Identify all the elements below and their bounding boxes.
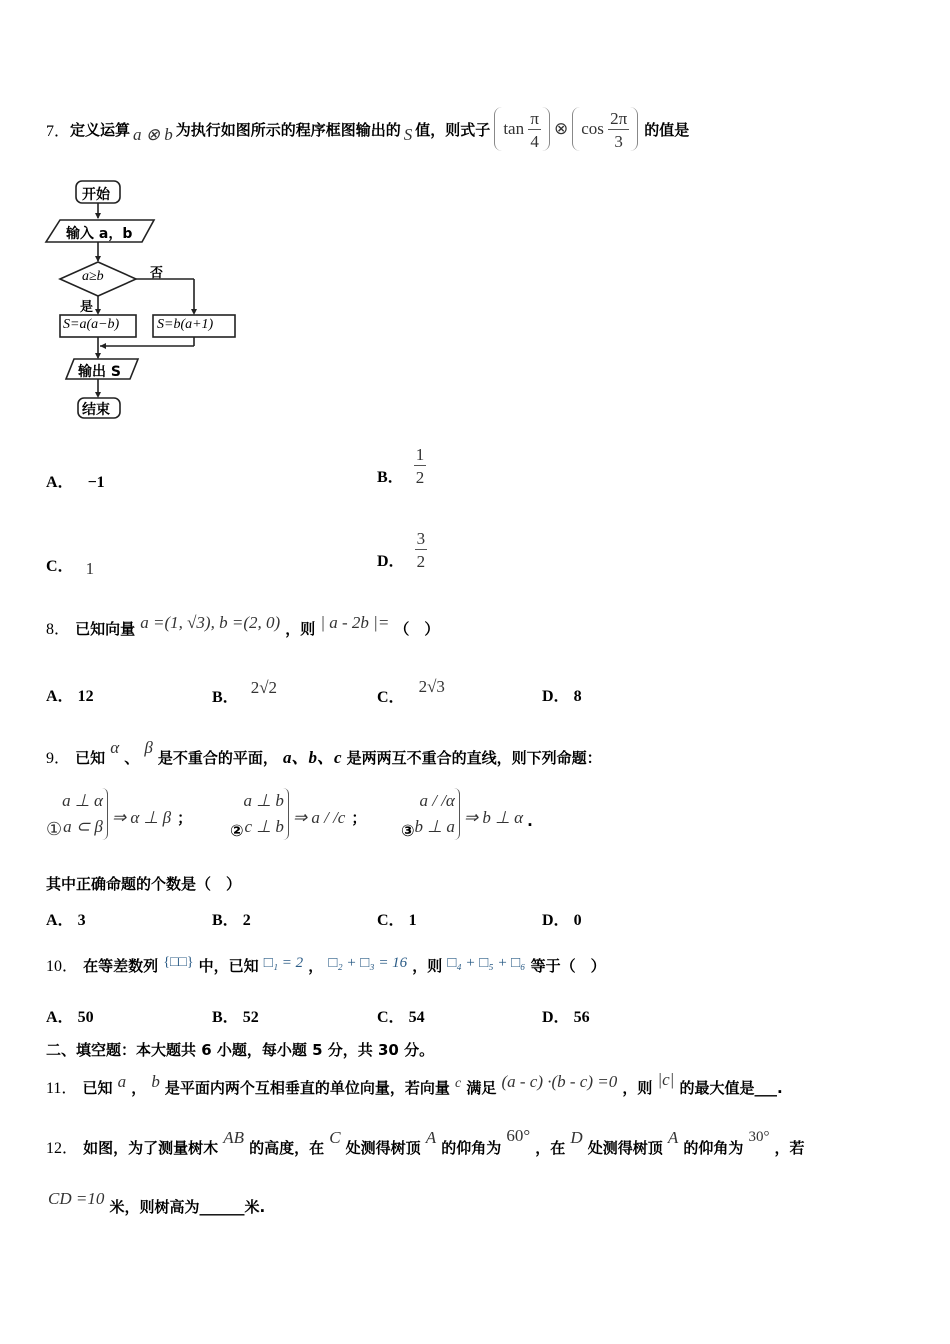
q10-option-d[interactable]: D． 56	[542, 1009, 590, 1026]
math-tan-expression: tan $\frac{\pi}{4}$	[494, 107, 550, 151]
option-b[interactable]: B． $\frac{1}{2}$	[377, 444, 425, 487]
option-a[interactable]: A． −1	[46, 474, 105, 491]
proposition-3: ③ a / /α b ⊥ a ⇒ b ⊥ α .	[401, 788, 533, 840]
math-cos-expression: cos $\frac{2\pi}{3}$	[572, 107, 638, 151]
flow-no-label: 否	[150, 266, 164, 281]
section-heading: 二、填空题：本大题共 6 小题，每小题 5 分，共 30 分。	[46, 1041, 435, 1059]
option-d[interactable]: D． $\frac{3}{2}$	[377, 528, 426, 571]
math-operator: a ⊗ b	[133, 125, 173, 144]
q8-option-a[interactable]: A． 12	[46, 688, 94, 705]
q9-option-a[interactable]: A． 3	[46, 912, 86, 929]
question-10: 10． 在等差数列 {□□} 中，已知 □₁ = 2 ， □₂ + □₃ = 16 ，则 □₄ + □₅ + □₆ 等于（ ）	[46, 955, 606, 975]
q9-option-b[interactable]: B． 2	[212, 912, 251, 929]
question-number: 7．	[46, 122, 71, 140]
flow-condition: a≥b	[82, 269, 104, 284]
q8-option-d[interactable]: D． 8	[542, 688, 582, 705]
q8-option-b[interactable]: B．2√2	[212, 678, 278, 706]
question-12: 12． 如图，为了测量树木 AB 的高度，在 C 处测得树顶 A 的仰角为 60° ，在 D 处测得树顶 A 的仰角为 30° ，若	[46, 1126, 805, 1157]
flow-input: 输入 a，b	[66, 226, 133, 242]
question-11: 11． 已知 a ， b 是平面内两个互相垂直的单位向量，若向量 c 满足 (a - c) ·(b - c) =0 ，则 |c| 的最大值是___.	[46, 1070, 783, 1097]
question-12-cont: CD =10 米，则树高为______米.	[48, 1189, 266, 1216]
proposition-1: ① a ⊥ α a ⊂ β ⇒ α ⊥ β ；	[46, 788, 192, 840]
flow-end: 结束	[82, 402, 110, 418]
flow-start: 开始	[82, 187, 110, 203]
flow-output: 输出 S	[78, 364, 121, 380]
proposition-2: ② a ⊥ b c ⊥ b ⇒ a / /c ；	[230, 788, 366, 840]
program-flowchart	[44, 178, 244, 423]
q8-option-c[interactable]: C．2√3	[377, 677, 445, 706]
flow-yes-label: 是	[80, 300, 94, 315]
question-7: 7． 定义运算 a ⊗ b 为执行如图所示的程序框图输出的 S 值，则式子 tan $\frac{\pi}{4}$ ⊗ cos $\frac{2\pi}{3}$ 的值是	[46, 104, 689, 154]
q9-option-c[interactable]: C． 1	[377, 912, 417, 929]
flow-yes-branch: S=a(a−b)	[63, 317, 120, 332]
q10-option-b[interactable]: B． 52	[212, 1009, 259, 1026]
q9-question: 其中正确命题的个数是（ ）	[46, 875, 242, 893]
q9-option-d[interactable]: D． 0	[542, 912, 582, 929]
q10-option-a[interactable]: A． 50	[46, 1009, 94, 1026]
question-9: 9． 已知 α 、 β 是不重合的平面， a、b、c 是两两互不重合的直线，则下列命题：	[46, 738, 602, 767]
q10-option-c[interactable]: C． 54	[377, 1009, 425, 1026]
option-c[interactable]: C． 1	[46, 558, 95, 578]
flow-no-branch: S=b(a+1)	[157, 317, 214, 332]
question-8: 8． 已知向量 a =(1, √3), b =(2, 0) ，则 | a - 2b |= （ ）	[46, 613, 440, 638]
